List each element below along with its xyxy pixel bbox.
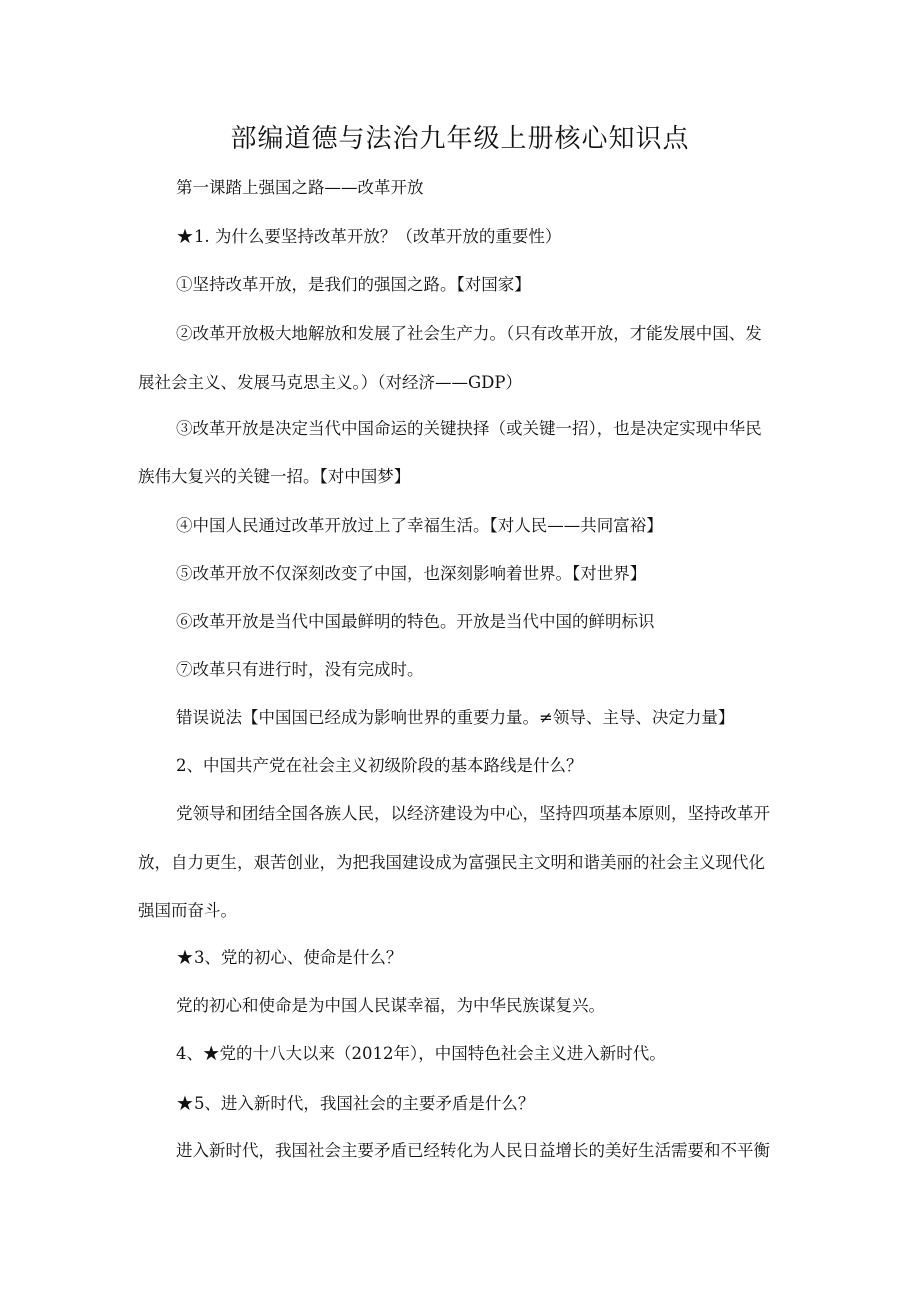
star-icon: ★ (176, 224, 194, 248)
answer-1-point-7: ⑦改革只有进行时，没有完成时。 (176, 660, 424, 679)
question-5-text: 5、进入新时代，我国社会的主要矛盾是什么？ (193, 1094, 535, 1113)
answer-1-point-2-line-1: ②改革开放极大地解放和发展了社会生产力。（只有改革开放，才能发展中国、发 (176, 324, 762, 343)
question-1 (176, 224, 788, 249)
answer-2-line-1: 党领导和团结全国各族人民，以经济建设为中心，坚持四项基本原则，坚持改革开 (176, 804, 770, 823)
document-title: 部编道德与法治九年级上册核心知识点 (230, 124, 690, 154)
answer-2-line-2: 放，自力更生，艰苦创业，为把我国建设成为富强民主文明和谐美丽的社会主义现代化 (138, 853, 765, 872)
question-3-text: 3、党的初心、使命是什么？ (193, 948, 403, 967)
question-2: 2、中国共产党在社会主义初级阶段的基本路线是什么？ (176, 756, 583, 775)
question-4: 4、★党的十八大以来（2012年），中国特色社会主义进入新时代。 (176, 1044, 666, 1063)
question-1-text: 1. 为什么要坚持改革开放？（改革开放的重要性） (193, 227, 562, 246)
answer-1-point-3-line-1: ③改革开放是决定当代中国命运的关键抉择（或关键一招），也是决定实现中华民 (176, 419, 762, 438)
wrong-statement-note: 错误说法【中国国已经成为影响世界的重要力量。≠领导、主导、决定力量】 (176, 708, 735, 727)
answer-1-point-5: ⑤改革开放不仅深刻改变了中国，也深刻影响着世界。【对世界】 (176, 564, 647, 583)
answer-1-point-4: ④中国人民通过改革开放过上了幸福生活。【对人民——共同富裕】 (176, 516, 663, 535)
star-icon: ★ (176, 945, 194, 969)
question-5 (176, 1091, 788, 1116)
answer-2-line-3: 强国而奋斗。 (138, 901, 237, 920)
answer-1-point-3-line-2: 族伟大复兴的关键一招。【对中国梦】 (138, 467, 411, 486)
answer-1-point-1: ①坚持改革开放，是我们的强国之路。【对国家】 (176, 275, 531, 294)
answer-1-point-6: ⑥改革开放是当代中国最鲜明的特色。开放是当代中国的鲜明标识 (176, 612, 655, 631)
star-icon: ★ (176, 1091, 194, 1115)
answer-3: 党的初心和使命是为中国人民谋幸福，为中华民族谋复兴。 (176, 996, 605, 1015)
answer-5-line-1: 进入新时代，我国社会主要矛盾已经转化为人民日益增长的美好生活需要和不平衡 (176, 1141, 770, 1160)
lesson-heading: 第一课踏上强国之路——改革开放 (176, 178, 424, 197)
question-3 (176, 945, 788, 970)
answer-1-point-2-line-2: 展社会主义、发展马克思主义。）（对经济——GDP） (138, 373, 523, 392)
